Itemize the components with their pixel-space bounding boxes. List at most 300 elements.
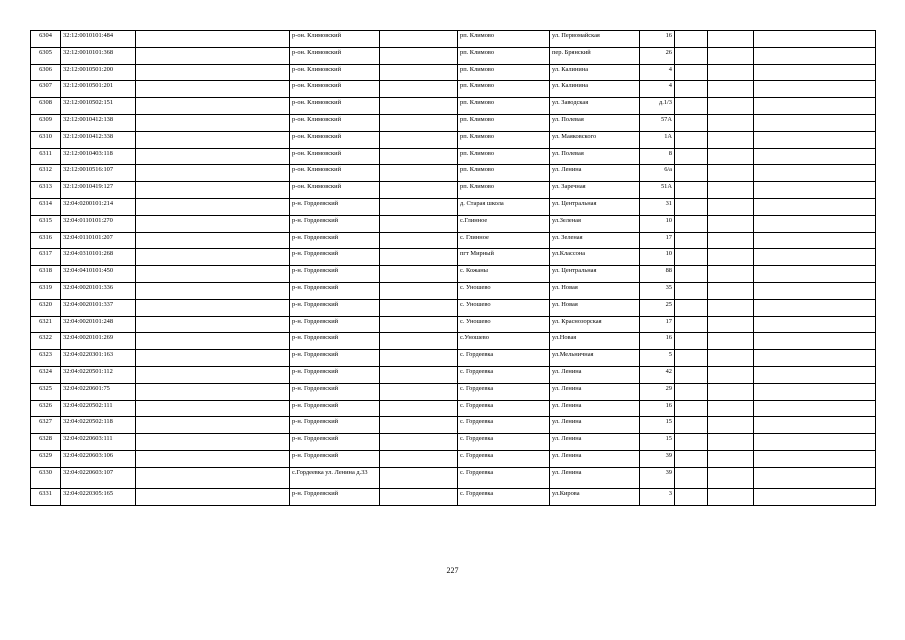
house-number-cell: 31 <box>640 198 675 215</box>
house-number-cell: 4 <box>640 64 675 81</box>
empty-cell <box>380 148 458 165</box>
street-cell: ул. Краснозорская <box>550 316 640 333</box>
row-number-cell: 6304 <box>31 31 61 48</box>
table-row <box>31 400 876 417</box>
empty-cell <box>708 232 754 249</box>
table-row <box>31 366 876 383</box>
settlement-cell: с. Уношево <box>458 282 550 299</box>
cadastral-number-cell: 32:04:0020101:269 <box>61 333 136 350</box>
street-cell: ул. Полевая <box>550 114 640 131</box>
table-row <box>31 114 876 131</box>
empty-cell <box>136 31 290 48</box>
cadastral-number-cell: 32:04:0220603:106 <box>61 450 136 467</box>
empty-cell <box>136 316 290 333</box>
empty-cell <box>380 467 458 488</box>
table-row <box>31 299 876 316</box>
table-row <box>31 131 876 148</box>
cadastral-number-cell: 32:04:0410101:450 <box>61 266 136 283</box>
settlement-cell: рп. Климово <box>458 165 550 182</box>
empty-cell <box>708 400 754 417</box>
empty-cell <box>136 266 290 283</box>
cadastral-number-cell: 32:04:0020101:248 <box>61 316 136 333</box>
table-row <box>31 417 876 434</box>
empty-cell <box>754 350 876 367</box>
empty-cell <box>708 488 754 505</box>
empty-cell <box>380 417 458 434</box>
table-row <box>31 467 876 488</box>
empty-cell <box>754 148 876 165</box>
empty-cell <box>675 249 708 266</box>
table-row <box>31 165 876 182</box>
table-row <box>31 350 876 367</box>
empty-cell <box>380 299 458 316</box>
cadastral-number-cell: 32:04:0110101:207 <box>61 232 136 249</box>
empty-cell <box>708 333 754 350</box>
street-cell: ул. Ленина <box>550 383 640 400</box>
row-number-cell: 6316 <box>31 232 61 249</box>
street-cell: ул. Ленина <box>550 434 640 451</box>
empty-cell <box>675 383 708 400</box>
district-cell: р-он. Климовский <box>290 81 380 98</box>
district-cell: р-н. Гордеевский <box>290 266 380 283</box>
row-number-cell: 6321 <box>31 316 61 333</box>
table-row <box>31 31 876 48</box>
cadastral-number-cell: 32:04:0220601:75 <box>61 383 136 400</box>
empty-cell <box>136 467 290 488</box>
district-cell: р-н. Гордеевский <box>290 400 380 417</box>
house-number-cell: 16 <box>640 333 675 350</box>
table-row <box>31 182 876 199</box>
empty-cell <box>754 383 876 400</box>
table-row <box>31 148 876 165</box>
street-cell: ул. Калинина <box>550 81 640 98</box>
district-cell: р-н. Гордеевский <box>290 417 380 434</box>
cadastral-number-cell: 32:12:0010403:118 <box>61 148 136 165</box>
table-row <box>31 434 876 451</box>
table-row <box>31 282 876 299</box>
district-cell: р-н. Гордеевский <box>290 198 380 215</box>
empty-cell <box>380 383 458 400</box>
empty-cell <box>675 282 708 299</box>
empty-cell <box>380 215 458 232</box>
settlement-cell: рп. Климово <box>458 64 550 81</box>
street-cell: пер. Брянский <box>550 47 640 64</box>
empty-cell <box>754 434 876 451</box>
empty-cell <box>675 47 708 64</box>
empty-cell <box>380 366 458 383</box>
district-cell: р-он. Климовский <box>290 47 380 64</box>
table-row <box>31 450 876 467</box>
table-row <box>31 47 876 64</box>
district-cell: р-он. Климовский <box>290 64 380 81</box>
table-row <box>31 232 876 249</box>
empty-cell <box>754 450 876 467</box>
settlement-cell: рп. Климово <box>458 47 550 64</box>
table-row <box>31 266 876 283</box>
empty-cell <box>380 98 458 115</box>
house-number-cell: 88 <box>640 266 675 283</box>
empty-cell <box>708 47 754 64</box>
empty-cell <box>708 114 754 131</box>
empty-cell <box>380 31 458 48</box>
empty-cell <box>708 467 754 488</box>
cadastral-number-cell: 32:04:0200101:214 <box>61 198 136 215</box>
house-number-cell: 16 <box>640 31 675 48</box>
cadastral-number-cell: 32:04:0020101:336 <box>61 282 136 299</box>
settlement-cell: с. Гордеевка <box>458 467 550 488</box>
empty-cell <box>380 165 458 182</box>
empty-cell <box>675 98 708 115</box>
cadastral-number-cell: 32:12:0010412:338 <box>61 131 136 148</box>
table-row <box>31 249 876 266</box>
empty-cell <box>136 400 290 417</box>
street-cell: ул. Заводская <box>550 98 640 115</box>
cadastral-number-cell: 32:04:0110101:270 <box>61 215 136 232</box>
street-cell: ул.Кирова <box>550 488 640 505</box>
empty-cell <box>754 47 876 64</box>
row-number-cell: 6308 <box>31 98 61 115</box>
house-number-cell: 25 <box>640 299 675 316</box>
empty-cell <box>380 47 458 64</box>
empty-cell <box>136 165 290 182</box>
empty-cell <box>708 64 754 81</box>
settlement-cell: пгт Мирный <box>458 249 550 266</box>
empty-cell <box>754 400 876 417</box>
empty-cell <box>708 299 754 316</box>
district-cell: р-он. Климовский <box>290 114 380 131</box>
street-cell: ул.Мельничная <box>550 350 640 367</box>
empty-cell <box>136 450 290 467</box>
cadastral-number-cell: 32:12:0010516:107 <box>61 165 136 182</box>
settlement-cell: д. Старая школа <box>458 198 550 215</box>
empty-cell <box>136 333 290 350</box>
empty-cell <box>754 165 876 182</box>
empty-cell <box>136 366 290 383</box>
district-cell: с.Гордеевка ул. Ленина д.33 <box>290 467 380 488</box>
table-row <box>31 333 876 350</box>
district-cell: р-он. Климовский <box>290 182 380 199</box>
empty-cell <box>675 350 708 367</box>
cadastral-number-cell: 32:04:0220301:163 <box>61 350 136 367</box>
empty-cell <box>754 81 876 98</box>
empty-cell <box>136 81 290 98</box>
district-cell: р-н. Гордеевский <box>290 333 380 350</box>
empty-cell <box>136 282 290 299</box>
row-number-cell: 6307 <box>31 81 61 98</box>
settlement-cell: с. Гордеевка <box>458 434 550 451</box>
empty-cell <box>708 350 754 367</box>
settlement-cell: с.Уношево <box>458 333 550 350</box>
empty-cell <box>754 266 876 283</box>
empty-cell <box>708 316 754 333</box>
empty-cell <box>754 467 876 488</box>
street-cell: ул. Калинина <box>550 64 640 81</box>
house-number-cell: 35 <box>640 282 675 299</box>
street-cell: ул. Полевая <box>550 148 640 165</box>
row-number-cell: 6318 <box>31 266 61 283</box>
empty-cell <box>754 215 876 232</box>
empty-cell <box>136 383 290 400</box>
row-number-cell: 6309 <box>31 114 61 131</box>
empty-cell <box>675 232 708 249</box>
empty-cell <box>380 182 458 199</box>
empty-cell <box>380 266 458 283</box>
empty-cell <box>708 165 754 182</box>
empty-cell <box>136 215 290 232</box>
empty-cell <box>380 81 458 98</box>
empty-cell <box>675 417 708 434</box>
district-cell: р-н. Гордеевский <box>290 282 380 299</box>
street-cell: ул. Зеленая <box>550 232 640 249</box>
empty-cell <box>675 450 708 467</box>
cadastral-number-cell: 32:04:0220502:118 <box>61 417 136 434</box>
empty-cell <box>675 400 708 417</box>
empty-cell <box>708 366 754 383</box>
district-cell: р-н. Гордеевский <box>290 434 380 451</box>
empty-cell <box>754 417 876 434</box>
row-number-cell: 6331 <box>31 488 61 505</box>
cadastral-number-cell: 32:04:0220603:111 <box>61 434 136 451</box>
empty-cell <box>754 249 876 266</box>
empty-cell <box>708 182 754 199</box>
empty-cell <box>708 282 754 299</box>
row-number-cell: 6328 <box>31 434 61 451</box>
empty-cell <box>675 81 708 98</box>
table-row <box>31 81 876 98</box>
empty-cell <box>675 488 708 505</box>
row-number-cell: 6323 <box>31 350 61 367</box>
page-number: 227 <box>446 566 459 575</box>
settlement-cell: с. Гордеевка <box>458 400 550 417</box>
settlement-cell: рп. Климово <box>458 81 550 98</box>
house-number-cell: 15 <box>640 434 675 451</box>
district-cell: р-н. Гордеевский <box>290 366 380 383</box>
street-cell: ул. Ленина <box>550 165 640 182</box>
empty-cell <box>675 198 708 215</box>
settlement-cell: с. Гордеевка <box>458 366 550 383</box>
district-cell: р-н. Гордеевский <box>290 215 380 232</box>
cadastral-number-cell: 32:04:0220305:165 <box>61 488 136 505</box>
settlement-cell: рп. Климово <box>458 114 550 131</box>
house-number-cell: 17 <box>640 232 675 249</box>
row-number-cell: 6313 <box>31 182 61 199</box>
empty-cell <box>380 400 458 417</box>
house-number-cell: 8 <box>640 148 675 165</box>
empty-cell <box>675 266 708 283</box>
empty-cell <box>708 434 754 451</box>
empty-cell <box>380 350 458 367</box>
row-number-cell: 6322 <box>31 333 61 350</box>
empty-cell <box>136 488 290 505</box>
empty-cell <box>136 350 290 367</box>
empty-cell <box>754 488 876 505</box>
street-cell: ул. Ленина <box>550 450 640 467</box>
empty-cell <box>136 182 290 199</box>
empty-cell <box>675 467 708 488</box>
empty-cell <box>708 249 754 266</box>
row-number-cell: 6305 <box>31 47 61 64</box>
empty-cell <box>136 148 290 165</box>
street-cell: ул. Первомайская <box>550 31 640 48</box>
empty-cell <box>136 64 290 81</box>
settlement-cell: рп. Климово <box>458 131 550 148</box>
house-number-cell: д.1/3 <box>640 98 675 115</box>
district-cell: р-н. Гордеевский <box>290 249 380 266</box>
row-number-cell: 6315 <box>31 215 61 232</box>
street-cell: ул.Классона <box>550 249 640 266</box>
settlement-cell: рп. Климово <box>458 31 550 48</box>
row-number-cell: 6326 <box>31 400 61 417</box>
row-number-cell: 6310 <box>31 131 61 148</box>
district-cell: р-н. Гордеевский <box>290 299 380 316</box>
empty-cell <box>754 366 876 383</box>
row-number-cell: 6314 <box>31 198 61 215</box>
empty-cell <box>754 316 876 333</box>
empty-cell <box>675 114 708 131</box>
empty-cell <box>754 333 876 350</box>
house-number-cell: 42 <box>640 366 675 383</box>
empty-cell <box>380 198 458 215</box>
settlement-cell: с. Уношево <box>458 316 550 333</box>
table-row <box>31 64 876 81</box>
street-cell: ул. Заречная <box>550 182 640 199</box>
table-row <box>31 316 876 333</box>
empty-cell <box>136 47 290 64</box>
settlement-cell: с. Гордеевка <box>458 488 550 505</box>
district-cell: р-он. Климовский <box>290 131 380 148</box>
empty-cell <box>708 383 754 400</box>
house-number-cell: 39 <box>640 467 675 488</box>
cadastral-number-cell: 32:04:0020101:337 <box>61 299 136 316</box>
cadastral-number-cell: 32:04:0220603:107 <box>61 467 136 488</box>
empty-cell <box>675 299 708 316</box>
street-cell: ул. Ленина <box>550 400 640 417</box>
empty-cell <box>708 31 754 48</box>
empty-cell <box>754 198 876 215</box>
empty-cell <box>136 198 290 215</box>
empty-cell <box>136 114 290 131</box>
street-cell: ул.Зеленая <box>550 215 640 232</box>
empty-cell <box>136 434 290 451</box>
district-cell: р-н. Гордеевский <box>290 450 380 467</box>
empty-cell <box>136 232 290 249</box>
empty-cell <box>675 165 708 182</box>
district-cell: р-н. Гордеевский <box>290 488 380 505</box>
settlement-cell: с. Уношево <box>458 299 550 316</box>
row-number-cell: 6306 <box>31 64 61 81</box>
cadastral-number-cell: 32:12:0010502:151 <box>61 98 136 115</box>
empty-cell <box>675 64 708 81</box>
settlement-cell: с. Кожаны <box>458 266 550 283</box>
settlement-cell: рп. Климово <box>458 182 550 199</box>
row-number-cell: 6312 <box>31 165 61 182</box>
empty-cell <box>675 316 708 333</box>
empty-cell <box>380 488 458 505</box>
settlement-cell: с. Глинное <box>458 232 550 249</box>
empty-cell <box>708 81 754 98</box>
house-number-cell: 26 <box>640 47 675 64</box>
empty-cell <box>708 266 754 283</box>
cadastral-number-cell: 32:04:0220501:112 <box>61 366 136 383</box>
settlement-cell: с. Гордеевка <box>458 417 550 434</box>
settlement-cell: рп. Климово <box>458 148 550 165</box>
street-cell: ул. Центральная <box>550 198 640 215</box>
cadastral-number-cell: 32:12:0010419:127 <box>61 182 136 199</box>
street-cell: ул. Центральная <box>550 266 640 283</box>
house-number-cell: 15 <box>640 417 675 434</box>
cadastral-number-cell: 32:04:0220502:111 <box>61 400 136 417</box>
house-number-cell: 10 <box>640 249 675 266</box>
street-cell: ул.Новая <box>550 333 640 350</box>
cadastral-number-cell: 32:12:0010101:368 <box>61 47 136 64</box>
empty-cell <box>708 417 754 434</box>
row-number-cell: 6320 <box>31 299 61 316</box>
empty-cell <box>754 131 876 148</box>
house-number-cell: 4 <box>640 81 675 98</box>
house-number-cell: 3 <box>640 488 675 505</box>
table-row <box>31 383 876 400</box>
settlement-cell: с. Гордеевка <box>458 383 550 400</box>
settlement-cell: с. Гордеевка <box>458 350 550 367</box>
table-row <box>31 488 876 505</box>
empty-cell <box>136 299 290 316</box>
empty-cell <box>675 182 708 199</box>
street-cell: ул. Ленина <box>550 467 640 488</box>
street-cell: ул. Маяковского <box>550 131 640 148</box>
empty-cell <box>675 31 708 48</box>
cadastral-number-cell: 32:04:0310101:268 <box>61 249 136 266</box>
house-number-cell: 51А <box>640 182 675 199</box>
empty-cell <box>708 198 754 215</box>
empty-cell <box>380 450 458 467</box>
house-number-cell: 10 <box>640 215 675 232</box>
empty-cell <box>708 98 754 115</box>
empty-cell <box>380 434 458 451</box>
district-cell: р-н. Гордеевский <box>290 232 380 249</box>
empty-cell <box>754 98 876 115</box>
house-number-cell: 5 <box>640 350 675 367</box>
empty-cell <box>754 31 876 48</box>
empty-cell <box>754 114 876 131</box>
empty-cell <box>754 182 876 199</box>
cadastral-number-cell: 32:12:0010501:200 <box>61 64 136 81</box>
district-cell: р-он. Климовский <box>290 98 380 115</box>
district-cell: р-н. Гордеевский <box>290 383 380 400</box>
empty-cell <box>675 333 708 350</box>
district-cell: р-он. Климовский <box>290 31 380 48</box>
row-number-cell: 6325 <box>31 383 61 400</box>
empty-cell <box>136 249 290 266</box>
house-number-cell: 1А <box>640 131 675 148</box>
district-cell: р-он. Климовский <box>290 148 380 165</box>
empty-cell <box>754 64 876 81</box>
district-cell: р-н. Гордеевский <box>290 350 380 367</box>
house-number-cell: 39 <box>640 450 675 467</box>
empty-cell <box>754 232 876 249</box>
empty-cell <box>754 282 876 299</box>
empty-cell <box>136 417 290 434</box>
cadastral-number-cell: 32:12:0010412:138 <box>61 114 136 131</box>
empty-cell <box>380 249 458 266</box>
district-cell: р-он. Климовский <box>290 165 380 182</box>
empty-cell <box>380 333 458 350</box>
empty-cell <box>675 131 708 148</box>
row-number-cell: 6319 <box>31 282 61 299</box>
empty-cell <box>675 215 708 232</box>
settlement-cell: рп. Климово <box>458 98 550 115</box>
table-row <box>31 98 876 115</box>
settlement-cell: с.Глинное <box>458 215 550 232</box>
